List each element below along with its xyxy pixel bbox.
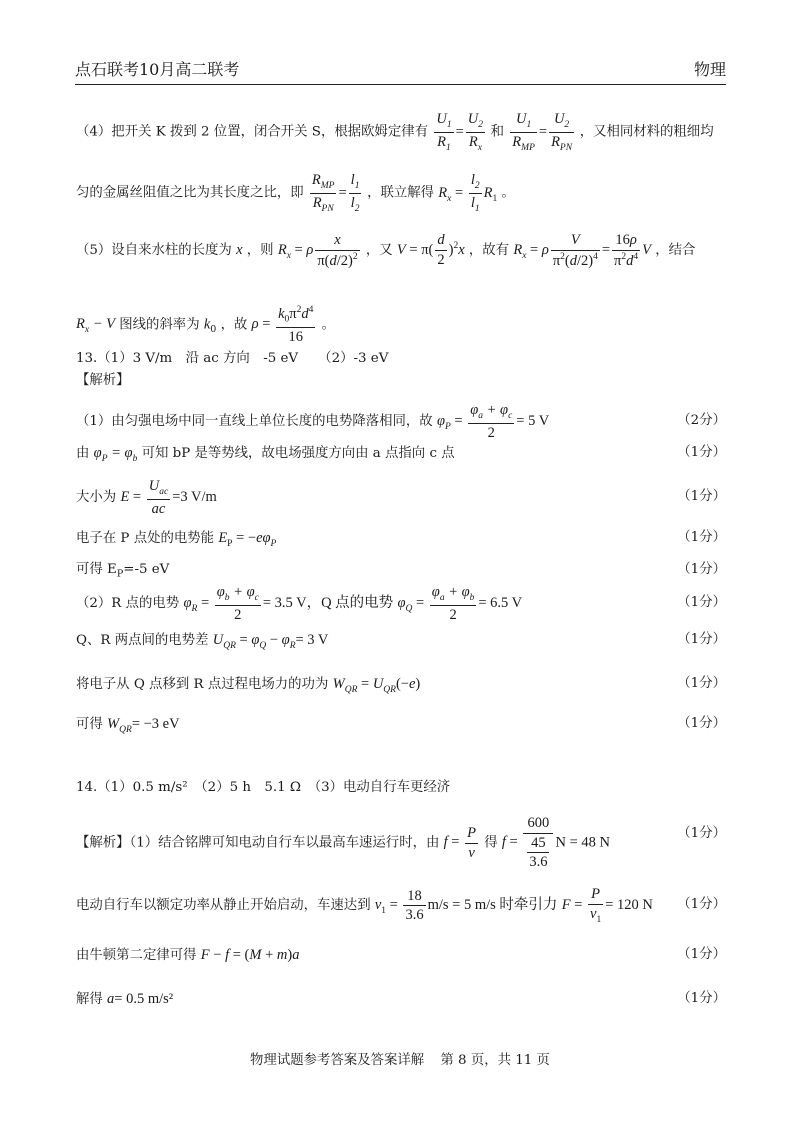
q14-step4: 解得 a= 0.5 m/s² （1分） [76, 991, 726, 1007]
footer-title: 物理试题参考答案及答案详解 [250, 1053, 425, 1068]
formula-ohm-1: $\frac{U_1}{R_1}$ = $\frac{U_2}{R_x}$ [436, 111, 484, 153]
score-1: （1分） [677, 897, 726, 912]
q14-step3: 由牛顿第二定律可得 F − f = (M + m)a （1分） [76, 947, 726, 963]
formula-volume: V = π( $\frac{d}{2}$ )$^2$x [396, 232, 465, 269]
q13-step7: Q、R 两点间的电势差 $U_{QR} = \varphi_Q - \varphi_R= 3$ V （1分） [76, 632, 726, 651]
formula-ohm-2: $\frac{U_1}{R_{MP}}$ = $\frac{U_2}{R_{PN}}$ [512, 111, 573, 153]
part4-line2: 匀的金属丝阻值之比为其长度之比，即 $\frac{R_{MP}}{R_{PN}}$ = $\frac{l_1}{l_2}$ ，联立解得 $R_x$ = $\frac{l_2}{l_1}$ $R_1$ 。 [76, 172, 515, 214]
score-1: （1分） [677, 676, 726, 691]
q14-answer: 14.（1）0.5 m/s² （2）5 h 5.1 Ω （3）电动自行车更经济 [76, 780, 451, 795]
page-header [75, 58, 726, 85]
subject-label: 物理 [693, 60, 726, 79]
page-number: 第 8 页，共 11 页 [440, 1053, 550, 1068]
q13-step5: 可得 $E_P=-5$ eV （1分） [76, 562, 726, 580]
q13-step3: 大小为 E = $\frac{U_{ac}}{ac}$ =3 V/m （1分） [76, 478, 726, 517]
score-2: （2分） [677, 413, 726, 428]
score-1: （1分） [677, 826, 726, 841]
q13-step9: 可得 $W_{QR}= -3$ eV （1分） [76, 716, 726, 735]
formula-rx-rho: $R_x = \rho$ $\frac{x}{\pi(d/2)^2}$ [277, 232, 358, 269]
q13-step1: （1）由匀强电场中同一直线上单位长度的电势降落相同，故 $\varphi_P$ = $\frac{\varphi_a + \varphi_c}{2}$ = 5 V （2分） [76, 402, 726, 441]
score-1: （1分） [677, 716, 726, 731]
page-footer [0, 1049, 800, 1068]
exam-title: 点石联考10月高二联考 [75, 60, 240, 79]
score-1: （1分） [677, 947, 726, 962]
part4-line1: （4）把开关 K 拨到 2 位置，闭合开关 S，根据欧姆定律有 $\frac{U_1}{R_1}$ = $\frac{U_2}{R_x}$ 和 $\frac{U_1}{R_{MP}}$ = $\frac{U_2}{R_{PN}}$ ，又相同材料的粗细均 [76, 111, 714, 153]
q13-step8: 将电子从 Q 点移到 R 点过程电场力的功为 $W_{QR} = U_{QR}(-e)$ （1分） [76, 676, 726, 695]
q13-answer: 13.（1）3 V/m 沿 ac 方向 -5 eV （2）-3 eV [76, 351, 389, 366]
score-1: （1分） [677, 991, 726, 1006]
score-1: （1分） [677, 562, 726, 577]
score-1: （1分） [677, 595, 726, 610]
part5-line1: （5）设自来水柱的长度为 x ，则 $R_x = \rho$ $\frac{x}{\pi(d/2)^2}$ ，又 V = π( $\frac{d}{2}$ )$^2$x ，故有 $R_x = \rho$ $\frac{V}{\pi^2(d/2)^4}$ = $\frac{16\rho}{\pi^2d^4}$ V ，结合 [76, 232, 696, 269]
q14-step1: 【解析】（1）结合铭牌可知电动自行车以最高车速运行时，由 f = $\frac{P}{v}$ 得 f = $\frac{600}{\frac{45}{3.6}}$ N = 48 N （1分） [76, 815, 726, 871]
score-1: （1分） [677, 530, 726, 545]
formula-ratio: $\frac{R_{MP}}{R_{PN}}$ = $\frac{l_1}{l_2}$ [311, 172, 360, 214]
formula-rx-v: $R_x = \rho$ $\frac{V}{\pi^2(d/2)^4}$ = $\frac{16\rho}{\pi^2d^4}$ V [513, 232, 651, 269]
score-1: （1分） [677, 489, 726, 504]
q14-step2: 电动自行车以额定功率从静止开始启动，车速达到 $v_1$ = $\frac{18}{3.6}$ m/s = 5 m/s 时牵引力 F = $\frac{P}{v_1}$ = 120 N （1分） [76, 886, 726, 925]
part5-line2: $R_x - V$ 图线的斜率为 $k_0$ ，故 ρ = $\frac{k_0\pi^2d^4}{16}$ 。 [76, 305, 335, 345]
score-1: （1分） [677, 445, 726, 460]
formula-rx: $R_x$ = $\frac{l_2}{l_1}$ $R_1$ [438, 172, 498, 214]
q13-analysis-label: 【解析】 [76, 373, 130, 388]
score-1: （1分） [677, 632, 726, 647]
q13-step2: 由 $\varphi_P = \varphi_b$ 可知 bP 是等势线，故电场强度方向由 a 点指向 c 点 （1分） [76, 445, 726, 464]
formula-rho: ρ = $\frac{k_0\pi^2d^4}{16}$ [251, 305, 314, 345]
q13-step6: （2）R 点的电势 $\varphi_R$ = $\frac{\varphi_b + \varphi_c}{2}$ = 3.5 V，Q 点的电势 $\varphi_Q$ = $\frac{\varphi_a + \varphi_b}{2}$ = 6.5 V （1分） [76, 584, 726, 623]
q13-step4: 电子在 P 点处的电势能 $E_P = -e\varphi_P$ （1分） [76, 530, 726, 549]
